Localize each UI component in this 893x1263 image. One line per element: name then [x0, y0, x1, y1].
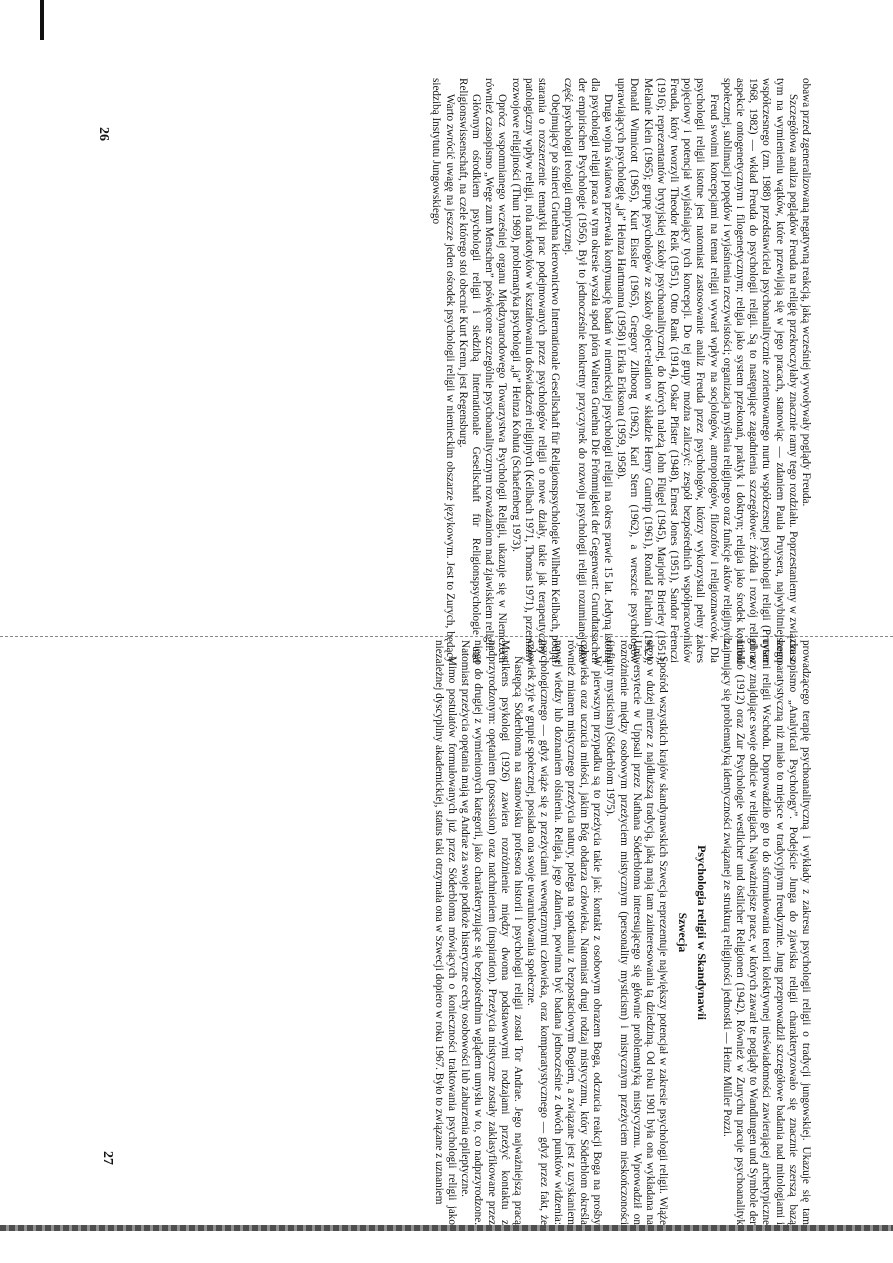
page-27-paragraphs-after [432, 640, 670, 1225]
paragraph: Obejmujący po śmierci Gruehna kierownictwo Internationale Gesellschaft für Religionspsychologie Wilhelm Keilbach, podjął starania o rozszerzenie tematyki prac podejmowanych przez psychologów religii o nowe działy, takie jak terapeutyczny i patologiczny wpływ religii, rola narkotyków w kształtowaniu doświadczeń religijnych (Keilbach 1971, Thomas 1971), przemiany rozwojowe religijności (Thun 1969), problematyka psychologii „ja” Heinza Kohuta (Schaefenberg 1973). [509, 78, 562, 663]
scan-edge-mark [40, 0, 44, 40]
page-26-paragraphs [429, 78, 812, 663]
paragraph: Głównym ośrodkiem psychologii religii i siedzibą Internationale Gesellschaft für Religionspsychologie und Religionswissenschaft, na czele którego stoi obecnie Kurt Krenn, jest Regensburg. [456, 78, 482, 663]
page-27-paragraphs-before [720, 640, 812, 1225]
section-heading: Psychologia religii w Skandynawii [694, 845, 709, 1020]
paragraph: Warto zwrócić uwagę na jeszcze jeden ośrodek psychologii religii w niemieckim obszarze językowym. Jest to Zurych, będący siedzibą Instytutu Jungowskiego [430, 78, 456, 663]
paragraph: obawa przed zgeneralizowaną negatywną reakcją, jaką wcześniej wywoływały poglądy Freuda. [800, 78, 812, 507]
paragraph: Spośród wszystkich krajów skandynawskich Szwecja reprezentuje największy potencjał w zakresie psychologii religii. Wiąże się to w dużej mierze z najdłuższą tradycją, jaką mają tam zainteresowania tą dziedziną. Od roku 1901 była ona wykładana na Uniwersytecie w Uppsali przez Nathana Söderbloma interesującego się głównie problematyką mistycyzmu. Wprowadził on rozróżnienie między osobowym przeżyciem mistycznym (personality mysticism) i mistycznym przeżyciem nieskończoności (infinity mysticism) (Söderblom 1975). [604, 640, 670, 1225]
paragraph: Oprócz wspomnianego wcześniej organu Międzynarodowego Towarzystwa Psychologii Religii, ukazuje się w Niemczech również czasopismo „Wege zum Menschen” poświęcone szczególnie psychoanalitycznym rozważaniom nad zjawiskiem religii. [483, 78, 509, 663]
page-26-text [429, 78, 812, 663]
page-number-26: 26 [96, 127, 111, 141]
page-27-text [432, 640, 812, 1225]
paragraph: prowadzącego terapię psychoanalityczną i wykłady z zakresu psychologii religii o tradycji jungowskiej. Ukazuje się tam czasopismo „Analytical Psychology”. Podejście Junga do zjawiska religii charakteryzowało się znacznie szerszą bazą komparatystyczną niż miało to miejsce w tradycyjnym freudyzmie. Jung przeprowadził szczegółowe badania nad mitologiami i rytami religii Wschodu. Doprowadziło go to do sformułowania teorii kolektywnej nieświadomości zawierającej archetypiczne obrazy znajdujące swoje odbicie w religiach. Najważniejsze prace, w których zawarł te poglądy to Wandlungen und Symbole der Libido (1912) oraz Zur Psychologie westlicher und östlicher Religionen (1942). Również w Zurychu pracuje psychoanalityk zajmujący się problematyką identyczności związanej ze strukturą religijności jednostki — Heinz Müller Pozzi. [720, 640, 812, 1225]
paragraph: Następcą Söderbloma na stanowisku profesora historii i psychologii religii został Tor Andrae. Jego najważniejszą pracą Mystikens psykologi (1926) zawiera rozróżnienie między dwoma podstawowymi rodzajami przeżyć kontaktu z nadprzyrodzonym: opętaniem (possession) oraz natchnieniem (inspiration). Przeżycia mistyczne zostały zaklasyfikowane przez niego do drugiej z wymienionych kategorii, jako charakteryzujące się bezpośrednim wglądem umysłu w to, co nadprzyrodzone. Natomiast przeżycia opętania mają wg Andrae za swoje podłoże histeryczne cechy osobowości lub zaburzenia epileptyczne. [459, 640, 524, 1225]
paragraph: Mimo postulatów formułowanych już przez Söderbloma mówiących o konieczności traktowania psychologii religii jako niezależnej dyscypliny akademickiej, status taki otrzymała ona w Szwecji dopiero w roku 1967. Było to związane z uznaniem [432, 640, 458, 1225]
paragraph: Szczegółowa analiza poglądów Freuda na religię przekroczyłaby znacznie ramy tego rozdziału. Poprzestaniemy w związku z tym na wymienieniu wątków, które przewijają się w jego pracach, stanowiąc — zdaniem Paula Pruysera, najwybitniejszego współczesnego (zm. 1988) przedstawiciela psychoanalitycznie zorientowanego nurtu współczesnej psychologii religii (Pruyser 1968, 1982) — wkład Freuda do psychologii religii. Są to następujące zagadnienia szczegółowe: źródła i rozwój religii w aspekcie ontogenetycznym i filogenetycznym; religia jako system przekonań, praktyk i doktryn; religia jako środek kontroli społecznej, sublimacji popędów i wyjaśnienia rzeczywistości; organizacja myślenia religijnego oraz funkcje aktów religijnych. [720, 78, 799, 663]
subsection-heading: Szwecja [676, 912, 689, 953]
paragraph: W pierwszym przypadku są to przeżycia takie jak: kontakt z osobowym obrazem Boga, odczucia reakcji Boga na prośby człowieka oraz uczucia miłości, jakim Bóg obdarza człowieka. Natomiast drugi rodzaj mistycyzmu, który Söderblom określa również mianem mistycznego przeżycia natury, polega na spotkaniu z bezpostaciowym Bogiem, a związane jest z uzyskaniem nowej wiedzy lub doznaniem olśnienia. Religia, jego zdaniem, powinna być badana jednocześnie z dwóch punktów widzenia: psychologicznego — gdyż wiąże się z przeżyciami wewnętrznymi człowieka, oraz komparatystycznego — gdyż przez fakt, że człowiek żyje w grupie społecznej, posiada ona swoje uwarunkowania społeczne. [525, 640, 604, 1225]
page-number-27: 27 [100, 1151, 115, 1165]
paragraph: Freud swoimi koncepcjami na temat religii wywarł wpływ na socjologów, antropologów, filozofów i religioznawców. Dla psychologii religii istotne jest natomiast zastosowanie analiz Freuda przez psychologów, którzy wykorzystali pełny zakres pojęciowy i potencjał wyjaśniający tych koncepcji. Do tej grupy można zaliczyć: zespół bezpośrednich współpracowników Freuda, który tworzyli Theodor Reik (1951), Otto Rank (1914), Oskar Pfister (1948), Ernest Jones (1951), Sandor Ferenczi (1916); reprezentantów brytyjskiej szkoły psychoanalitycznej, do których należą John Flügel (1945), Marjorie Brierley (1951), Melanie Klein (1965); grupę psychologów ze szkoły object-relation w składzie Henry Guntrip (1961), Ronald Fairbain (1952), Donald Winnicott (1965), Kurt Eissler (1965), Gregory Zilboorg (1962), Karl Stern (1962), a wreszcie psychologów uprawiających psychologię „ja” Heinza Hartmanna (1958) i Erika Eriksona (1959, 1958). [615, 78, 720, 663]
scan-bottom-edge [0, 1225, 893, 1231]
paragraph: Druga wojna światowa przerwała kontynuację badań w niemieckiej psychologii religii na okres prawie 15 lat. Jedyną istotną dla psychologii religii praca w tym okresie wyszła spod pióra Waltera Gruehna Die Frömmigkeit der Gegenwart: Grundtatsachen der empirischen Psychologie (1956). Był to jednocześnie konkretny przyczynek do rozwoju psychologii religii rozumianej jako część psychologii teologii empirycznej. [562, 78, 614, 663]
